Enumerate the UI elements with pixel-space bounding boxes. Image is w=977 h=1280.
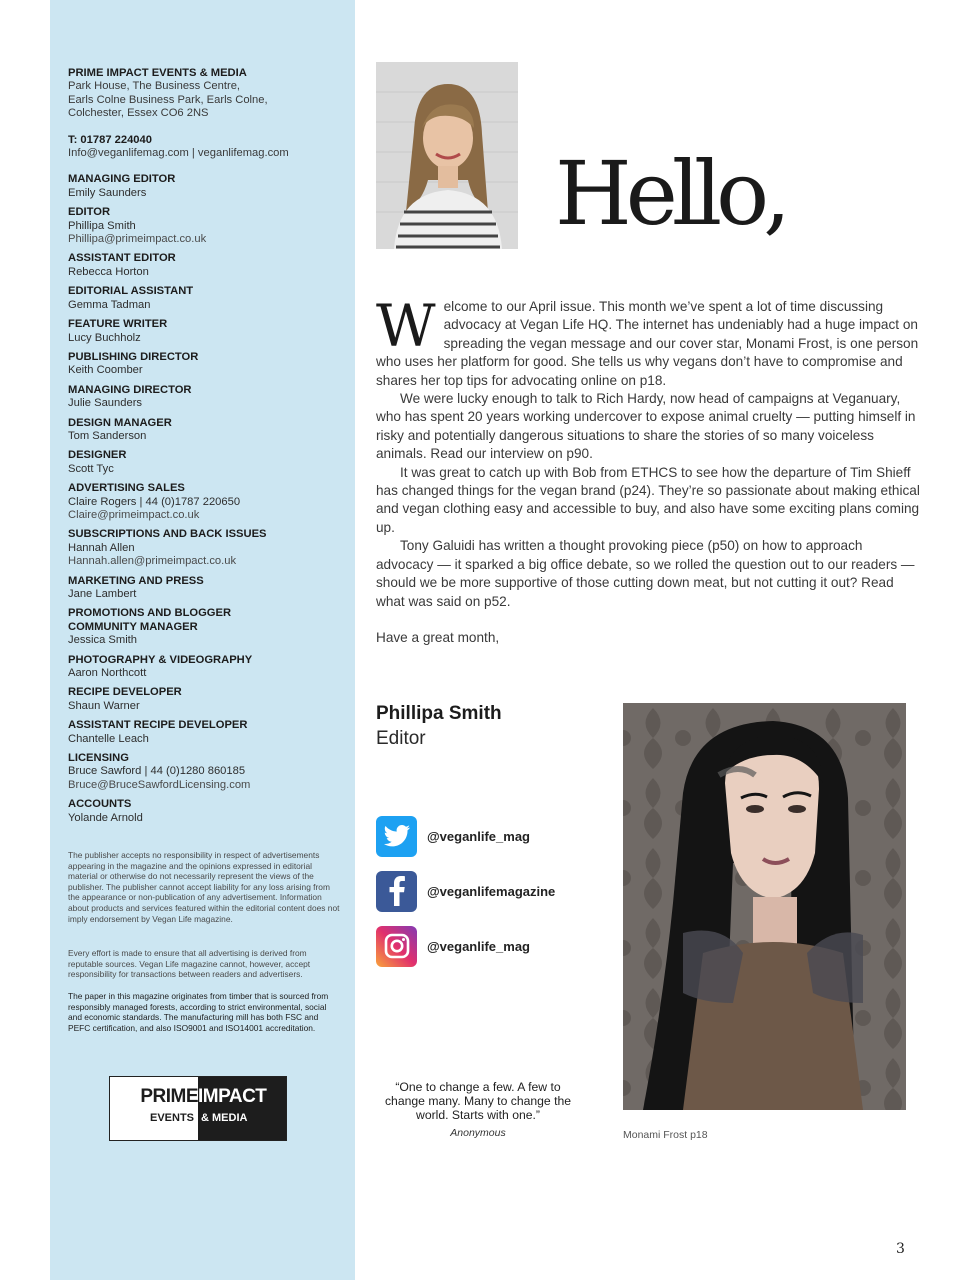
role-assistant-recipe-developer: ASSISTANT RECIPE DEVELOPER Chantelle Leach bbox=[68, 719, 248, 745]
social-facebook[interactable] bbox=[376, 870, 555, 912]
twitter-handle: @veganlife_mag bbox=[427, 828, 530, 844]
greeting-heading: Hello, bbox=[555, 142, 786, 245]
letter-paragraph: We were lucky enough to talk to Rich Hardy, now head of campaigns at Veganuary, who has spent 20 years working undercover to expose animal cruelty — putting himself in risky and potentially dangerous situations to share the stories of so many voiceless animals. Read our interview on p90. bbox=[376, 391, 916, 462]
letter-signoff: Have a great month, bbox=[376, 629, 500, 645]
role-marketing-press: MARKETING AND PRESS Jane Lambert bbox=[68, 574, 204, 600]
role-licensing: LICENSING Bruce Sawford | 44 (0)1280 860185 Bruce@BruceSawfordLicensing.com bbox=[68, 752, 348, 792]
twitter-bird-icon bbox=[376, 816, 417, 857]
address-line: Colchester, Essex CO6 2NS bbox=[68, 107, 209, 120]
address-line: Earls Colne Business Park, Earls Colne, bbox=[68, 93, 268, 106]
instagram-handle: @veganlife_mag bbox=[427, 938, 530, 954]
role-publishing-director: PUBLISHING DIRECTOR Keith Coomber bbox=[68, 350, 199, 377]
cover-photo-caption: Monami Frost p18 bbox=[623, 1129, 708, 1141]
role-editorial-assistant: EDITORIAL ASSISTANT Gemma Tadman bbox=[68, 285, 194, 311]
social-twitter[interactable] bbox=[376, 815, 530, 857]
masthead-credits bbox=[68, 67, 348, 825]
role-photography: PHOTOGRAPHY & VIDEOGRAPHY Aaron Northcott bbox=[68, 653, 253, 680]
role-designer: DESIGNER Scott Tyc bbox=[68, 449, 127, 475]
role-recipe-developer: RECIPE DEVELOPER Shaun Warner bbox=[68, 686, 182, 712]
contact-links[interactable]: Info@veganlifemag.com | veganlifemag.com bbox=[68, 147, 289, 160]
editor-name: Phillipa Smith bbox=[376, 703, 502, 724]
social-instagram[interactable] bbox=[376, 925, 530, 967]
drop-cap: W bbox=[376, 292, 436, 360]
quote-author: Anonymous bbox=[450, 1127, 506, 1139]
editor-letter bbox=[376, 292, 921, 647]
role-design-manager: DESIGN MANAGER Tom Sanderson bbox=[68, 416, 172, 442]
disclaimer-paper: The paper in this magazine originates from timber that is sourced from responsibly managed forests, according to strict environmental, social and economic standards. The manufacturing mill has both FSC and PEFC certification, and also ISO9001 and ISO14001 accreditation. bbox=[68, 991, 329, 1033]
letter-paragraph: It was great to catch up with Bob from ETHCS to see how the departure of Tim Shieff has changed things for the vegan brand (p24). They’re so passionate about making ethical and vegan clothing easy and accessible to buy, and also have some exciting plans coming up. bbox=[376, 464, 920, 535]
editor-role: Editor bbox=[376, 728, 426, 749]
subscriptions-email[interactable]: Hannah.allen@primeimpact.co.uk bbox=[68, 555, 237, 568]
licensing-email[interactable]: Bruce@BruceSawfordLicensing.com bbox=[68, 778, 251, 791]
address-line: Park House, The Business Centre, bbox=[68, 80, 241, 93]
disclaimer-publisher: The publisher accepts no responsibility in respect of advertisements appearing in the magazine and the opinions expressed in editorial material or otherwise do not necessarily represent the views of the publisher. The publisher cannot accept liability for any loss arising from the appearance or non-publication of any advertisement. Information about products and services featured within the editorial content does not imply endorsement by Vegan Life magazine. bbox=[68, 850, 340, 924]
facebook-handle: @veganlifemagazine bbox=[427, 883, 556, 899]
role-accounts: ACCOUNTS Yolande Arnold bbox=[68, 798, 143, 824]
role-managing-director: MANAGING DIRECTOR Julie Saunders bbox=[68, 383, 192, 410]
editor-email[interactable]: Phillipa@primeimpact.co.uk bbox=[68, 233, 207, 246]
advertising-email[interactable]: Claire@primeimpact.co.uk bbox=[68, 508, 200, 521]
instagram-camera-icon bbox=[376, 926, 417, 967]
page-number: 3 bbox=[896, 1241, 905, 1257]
role-editor: EDITOR Phillipa Smith Phillipa@primeimpact.co.uk bbox=[68, 206, 348, 246]
role-promotions: PROMOTIONS AND BLOGGER COMMUNITY MANAGER Jessica Smith bbox=[68, 607, 232, 647]
cover-star-photo bbox=[623, 703, 906, 1110]
phone-number: T: 01787 224040 bbox=[68, 133, 152, 146]
letter-paragraph: elcome to our April issue. This month we’ve spent a lot of time discussing advocacy at Vegan Life HQ. The internet has undeniably had a huge impact on spreading the vegan message and our cover star, Monami Frost, is one person who uses her platform for good. She tells us why vegans don’t have to compromise and shares her top tips for advocating online on p18. bbox=[376, 299, 919, 388]
role-managing-editor: MANAGING EDITOR Emily Saunders bbox=[68, 173, 176, 199]
company-name: PRIME IMPACT EVENTS & MEDIA bbox=[68, 67, 247, 79]
role-advertising-sales: ADVERTISING SALES Claire Rogers | 44 (0)1787 220650 Claire@primeimpact.co.uk bbox=[68, 482, 348, 522]
role-assistant-editor: ASSISTANT EDITOR Rebecca Horton bbox=[68, 252, 176, 278]
letter-paragraph: Tony Galuidi has written a thought provoking piece (p50) on how to approach advocacy — it sparked a big office debate, so we rolled the question out to our readers — should we be more supportive of those cutting down meat, but not cutting it out? Read what was said on p52. bbox=[376, 538, 915, 609]
pull-quote: “One to change a few. A few to change many. Many to change the world. Starts with one.” bbox=[384, 1080, 572, 1122]
role-feature-writer: FEATURE WRITER Lucy Buchholz bbox=[68, 318, 168, 344]
facebook-f-icon bbox=[376, 871, 417, 912]
prime-impact-logo: PRIME EVENTS IMPACT & MEDIA bbox=[109, 1076, 287, 1141]
role-subscriptions: SUBSCRIPTIONS AND BACK ISSUES Hannah Allen Hannah.allen@primeimpact.co.uk bbox=[68, 528, 348, 568]
editor-portrait-photo bbox=[376, 62, 518, 249]
disclaimer-advertising: Every effort is made to ensure that all advertising is derived from reputable sources. Vegan Life magazine cannot, however, accept responsibility for transactions between readers and advertisers. bbox=[68, 948, 311, 980]
